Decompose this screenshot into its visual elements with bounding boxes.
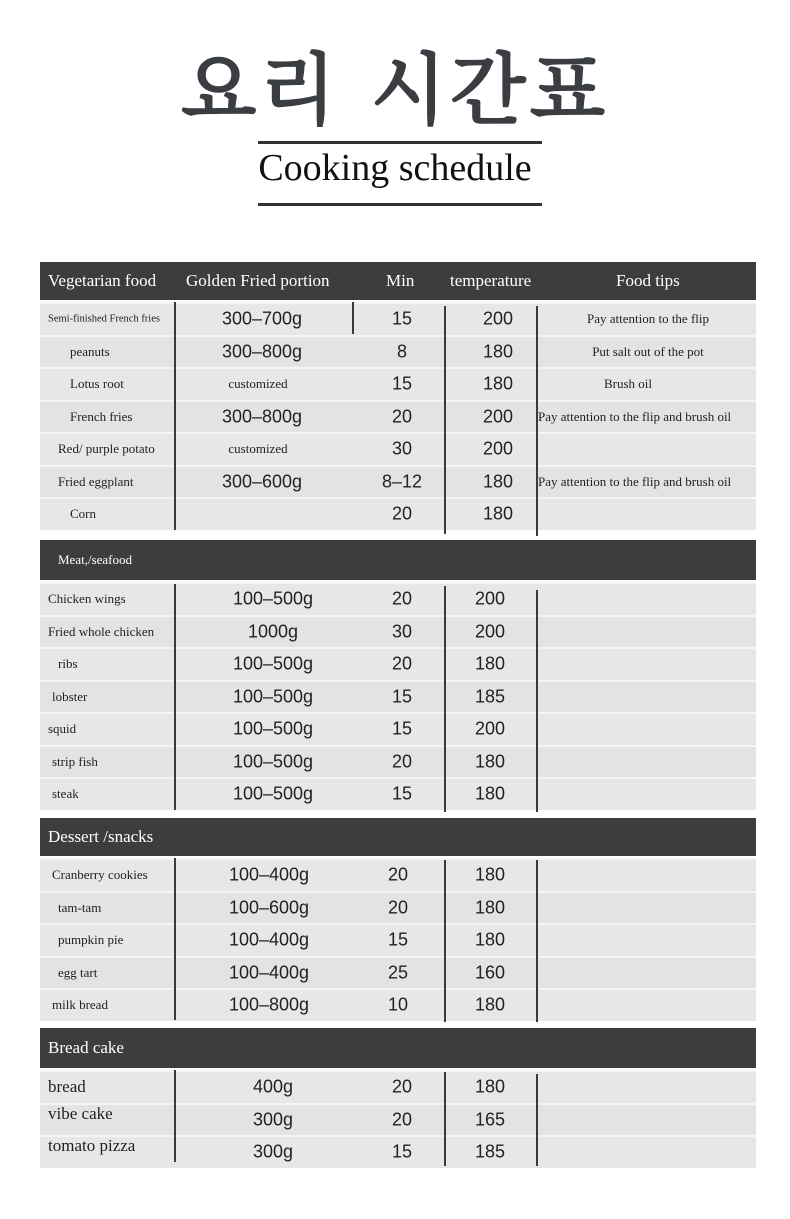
portion: 100–400g xyxy=(228,929,310,950)
vegetarian-section xyxy=(40,302,756,530)
food-name: tam-tam xyxy=(58,899,102,915)
portion: 100–600g xyxy=(228,897,310,918)
portion: 100–500g xyxy=(232,783,314,804)
table-header xyxy=(40,262,756,300)
portion: 300g xyxy=(252,1109,294,1130)
column-divider xyxy=(536,860,538,1022)
minutes: 15 xyxy=(391,718,413,739)
temperature: 180 xyxy=(482,341,514,362)
portion: customized xyxy=(228,441,288,457)
table-row xyxy=(40,1070,756,1103)
temperature: 180 xyxy=(474,751,506,772)
portion: customized xyxy=(228,376,288,392)
portion: 100–400g xyxy=(228,962,310,983)
bread-section xyxy=(40,1070,756,1168)
page-subtitle: Cooking schedule xyxy=(258,147,532,189)
minutes: 20 xyxy=(391,751,413,772)
table-row xyxy=(40,432,756,465)
minutes: 8 xyxy=(396,341,407,362)
column-divider xyxy=(444,586,446,812)
portion: 400g xyxy=(252,1076,294,1097)
temperature: 180 xyxy=(482,503,514,524)
portion: 100–500g xyxy=(232,751,314,772)
table-row xyxy=(40,367,756,400)
food-tip: Pay attention to the flip and brush oil xyxy=(538,408,732,424)
temperature: 200 xyxy=(474,621,506,642)
minutes: 20 xyxy=(387,864,409,885)
minutes: 20 xyxy=(391,503,413,524)
table-row xyxy=(40,497,756,530)
page-title-korean: 요리 시간표 xyxy=(181,46,609,136)
minutes: 15 xyxy=(391,373,413,394)
food-name: Cranberry cookies xyxy=(52,867,148,883)
minutes: 8–12 xyxy=(381,471,423,492)
table-row xyxy=(40,647,756,680)
temperature: 180 xyxy=(474,653,506,674)
food-name: ribs xyxy=(58,656,78,672)
temperature: 185 xyxy=(474,1141,506,1162)
food-name: peanuts xyxy=(70,343,110,359)
table-row xyxy=(40,680,756,713)
minutes: 15 xyxy=(387,929,409,950)
minutes: 20 xyxy=(387,897,409,918)
temperature: 200 xyxy=(482,308,514,329)
minutes: 20 xyxy=(391,588,413,609)
temperature: 185 xyxy=(474,686,506,707)
section-title: Dessert /snacks xyxy=(48,827,154,846)
portion: 1000g xyxy=(247,621,299,642)
dessert-section xyxy=(40,858,756,1021)
food-name: egg tart xyxy=(58,964,98,980)
table-row xyxy=(40,891,756,924)
header-min: Min xyxy=(386,271,415,290)
bread-cake-header xyxy=(40,1028,756,1068)
column-divider xyxy=(444,1072,446,1166)
food-name: milk bread xyxy=(52,997,108,1013)
food-name: Fried whole chicken xyxy=(48,623,155,639)
header-portion: Golden Fried portion xyxy=(186,271,330,290)
temperature: 200 xyxy=(474,718,506,739)
column-divider xyxy=(444,860,446,1022)
food-tip: Brush oil xyxy=(603,376,653,392)
portion: 300–800g xyxy=(221,406,303,427)
food-tip: Pay attention to the flip and brush oil xyxy=(538,473,732,489)
minutes: 15 xyxy=(391,783,413,804)
header-temperature: temperature xyxy=(450,271,532,290)
temperature: 180 xyxy=(474,1076,506,1097)
temperature: 160 xyxy=(474,962,506,983)
column-divider xyxy=(174,1070,176,1162)
portion: 300–800g xyxy=(221,341,303,362)
table-row xyxy=(40,923,756,956)
table-row xyxy=(40,712,756,745)
temperature: 180 xyxy=(482,373,514,394)
header-food-tips: Food tips xyxy=(616,271,680,290)
temperature: 200 xyxy=(482,406,514,427)
minutes: 15 xyxy=(391,1141,413,1162)
food-name: Semi-finished French fries xyxy=(48,313,160,325)
temperature: 165 xyxy=(474,1109,506,1130)
food-name: French fries xyxy=(70,408,133,424)
temperature: 180 xyxy=(474,929,506,950)
food-name: Red/ purple potato xyxy=(58,441,155,457)
column-divider xyxy=(174,858,176,1020)
food-name: Corn xyxy=(70,506,96,522)
minutes: 15 xyxy=(391,308,413,329)
header-vegetarian-food: Vegetarian food xyxy=(48,271,157,290)
column-divider xyxy=(352,302,354,334)
column-divider xyxy=(536,590,538,812)
food-name: vibe cake xyxy=(48,1103,113,1123)
portion: 100–500g xyxy=(232,653,314,674)
portion: 300–600g xyxy=(221,471,303,492)
column-divider xyxy=(174,302,176,530)
meat-seafood-header xyxy=(40,540,756,580)
portion: 100–400g xyxy=(228,864,310,885)
meat-section xyxy=(40,582,756,810)
temperature: 180 xyxy=(474,864,506,885)
table-row xyxy=(40,956,756,989)
temperature: 180 xyxy=(474,783,506,804)
food-name: Fried eggplant xyxy=(58,473,134,489)
table-row xyxy=(40,1103,756,1136)
food-name: Lotus root xyxy=(70,376,124,392)
table-row xyxy=(40,1135,756,1168)
minutes: 20 xyxy=(391,406,413,427)
title-rule-bottom xyxy=(258,203,542,206)
section-title: Bread cake xyxy=(48,1038,124,1057)
minutes: 10 xyxy=(387,994,409,1015)
minutes: 30 xyxy=(391,438,413,459)
table-row xyxy=(40,400,756,433)
food-name: steak xyxy=(52,786,79,802)
minutes: 20 xyxy=(391,1109,413,1130)
title-rule-top xyxy=(258,141,542,144)
portion: 100–800g xyxy=(228,994,310,1015)
table-row xyxy=(40,988,756,1021)
temperature: 180 xyxy=(482,471,514,492)
temperature: 180 xyxy=(474,994,506,1015)
dessert-snacks-header xyxy=(40,818,756,856)
table-row xyxy=(40,582,756,615)
minutes: 30 xyxy=(391,621,413,642)
column-divider xyxy=(536,306,538,536)
column-divider xyxy=(536,1074,538,1166)
food-name: Chicken wings xyxy=(48,591,126,607)
minutes: 15 xyxy=(391,686,413,707)
table-row xyxy=(40,335,756,368)
portion: 100–500g xyxy=(232,718,314,739)
food-name: bread xyxy=(48,1077,86,1097)
minutes: 25 xyxy=(387,962,409,983)
food-name: lobster xyxy=(52,688,88,704)
temperature: 180 xyxy=(474,897,506,918)
table-row xyxy=(40,615,756,648)
column-divider xyxy=(444,306,446,534)
minutes: 20 xyxy=(391,653,413,674)
table-row xyxy=(40,465,756,498)
food-name: strip fish xyxy=(52,753,98,769)
food-tip: Pay attention to the flip xyxy=(586,311,710,327)
table-row xyxy=(40,777,756,810)
portion: 300–700g xyxy=(221,308,303,329)
temperature: 200 xyxy=(474,588,506,609)
table-row xyxy=(40,858,756,891)
portion: 100–500g xyxy=(232,686,314,707)
food-name: pumpkin pie xyxy=(58,932,124,948)
table-row xyxy=(40,745,756,778)
minutes: 20 xyxy=(391,1076,413,1097)
food-name: squid xyxy=(48,721,77,737)
food-name: tomato pizza xyxy=(48,1136,136,1156)
food-tip: Put salt out of the pot xyxy=(592,343,704,359)
column-divider xyxy=(174,584,176,810)
temperature: 200 xyxy=(482,438,514,459)
portion: 300g xyxy=(252,1141,294,1162)
section-title: Meat,/seafood xyxy=(58,552,133,567)
portion: 100–500g xyxy=(232,588,314,609)
table-row xyxy=(40,302,756,335)
